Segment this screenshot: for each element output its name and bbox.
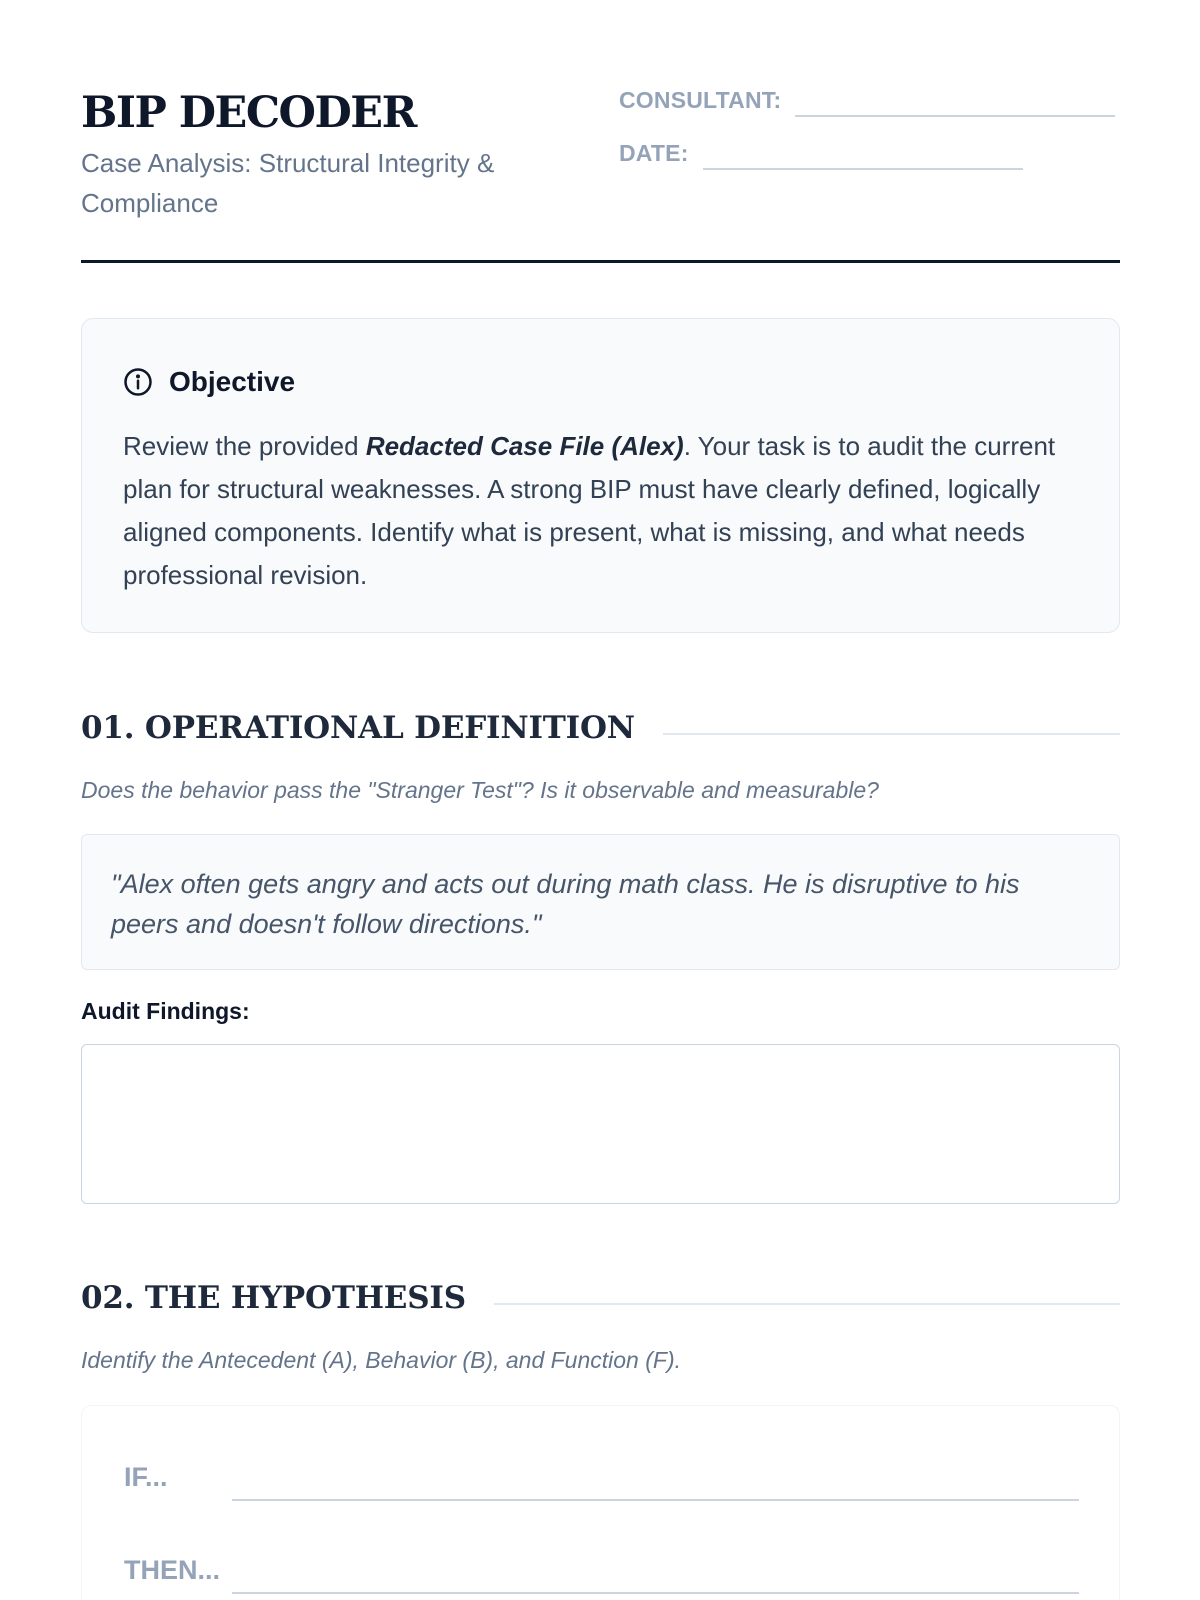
info-icon [123, 367, 153, 397]
section-title: 02. THE HYPOTHESIS [81, 1280, 466, 1316]
case-quote: "Alex often gets angry and acts out during math class. He is disruptive to his peers and doesn't follow directions." [81, 834, 1120, 970]
objective-heading [123, 365, 1079, 399]
section-operational-definition [81, 706, 1120, 750]
header-divider [81, 260, 1120, 263]
objective-text-intro: Review the provided [123, 431, 366, 461]
date-field [619, 137, 1023, 169]
consultant-input-line[interactable] [795, 115, 1115, 117]
worksheet-header [81, 84, 1120, 264]
hypothesis-panel [81, 1405, 1120, 1600]
objective-title: Objective [169, 366, 296, 397]
hypothesis-then-input-line[interactable] [232, 1592, 1079, 1594]
section-divider [494, 1303, 1120, 1305]
date-label: DATE: [619, 140, 689, 166]
objective-text [123, 425, 1079, 597]
consultant-label: CONSULTANT: [619, 87, 782, 113]
audit-findings-label: Audit Findings: [81, 998, 250, 1024]
objective-case-file: Redacted Case File (Alex) [365, 431, 684, 461]
hypothesis-then-row [124, 1552, 1079, 1588]
consultant-field [619, 84, 1115, 116]
date-input-line[interactable] [703, 168, 1023, 170]
audit-findings-input[interactable] [81, 1044, 1120, 1204]
hypothesis-if-input-line[interactable] [232, 1499, 1079, 1501]
section-hypothesis [81, 1276, 1120, 1320]
objective-text-rest: . Your task is to audit the current plan for structural weaknesses. A strong BIP must have clearly defined, logically aligned components. Identify what is present, what is missing, and what needs professional revision. [123, 431, 1056, 590]
hypothesis-then-label: THEN... [124, 1555, 221, 1585]
objective-panel [81, 318, 1120, 633]
hypothesis-if-row [124, 1459, 1079, 1495]
section-divider [663, 733, 1120, 735]
section-prompt: Identify the Antecedent (A), Behavior (B), and Function (F). [81, 1347, 681, 1373]
page-title: BIP DECODER [81, 88, 416, 138]
section-prompt: Does the behavior pass the "Stranger Test"? Is it observable and measurable? [81, 777, 879, 803]
section-title: 01. OPERATIONAL DEFINITION [81, 710, 635, 746]
hypothesis-if-label: IF... [124, 1462, 168, 1492]
page-subtitle: Case Analysis: Structural Integrity & Compliance [81, 148, 495, 218]
